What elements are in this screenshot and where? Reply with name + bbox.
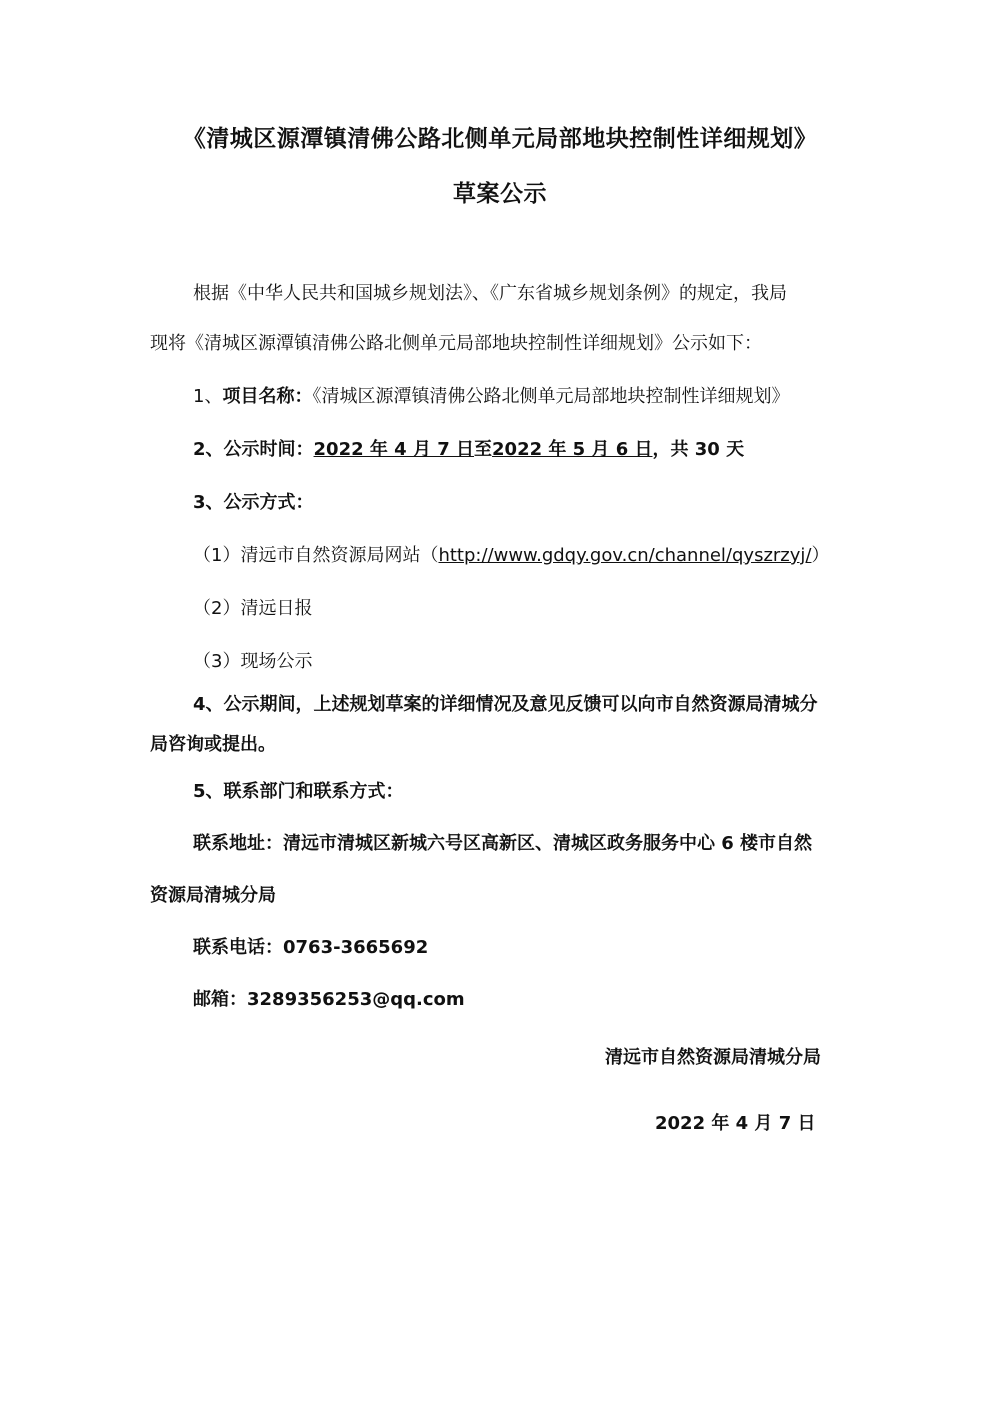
publicity-period-suffix: ，共 30 天	[652, 439, 745, 460]
publicity-end-date: 2022 年 5 月 6 日	[492, 439, 653, 460]
website-link[interactable]: http://www.gdqy.gov.cn/channel/qyszrzyj/	[438, 545, 812, 566]
signature-organization: 清远市自然资源局清城分局	[605, 1047, 821, 1068]
contact-phone: 联系电话：0763-3665692	[193, 937, 429, 958]
document-title: 《清城区源潭镇清佛公路北侧单元局部地块控制性详细规划》	[182, 126, 818, 152]
item-feedback-line-1: 4、公示期间，上述规划草案的详细情况及意见反馈可以向市自然资源局清城分	[193, 694, 818, 715]
item-publicity-methods-heading: 3、公示方式：	[193, 492, 314, 513]
method-website-suffix: ）	[811, 545, 830, 566]
contact-email: 邮箱：3289356253@qq.com	[193, 989, 465, 1010]
item-project-number: 1、	[193, 386, 223, 407]
item-project-label: 项目名称：	[222, 386, 313, 407]
publicity-start-date: 2022 年 4 月 7 日	[313, 439, 475, 460]
item-publicity-period	[193, 438, 744, 462]
publicity-method-newspaper: （2）清远日报	[193, 598, 313, 619]
publicity-method-onsite: （3）现场公示	[193, 651, 313, 672]
item-contact-heading: 5、联系部门和联系方式：	[193, 781, 404, 802]
contact-address-line-2: 资源局清城分局	[150, 885, 276, 906]
publicity-method-website	[193, 544, 829, 568]
document-subtitle: 草案公示	[453, 181, 547, 207]
publicity-to: 至	[474, 439, 493, 460]
contact-address-line-1: 联系地址：清远市清城区新城六号区高新区、清城区政务服务中心 6 楼市自然	[193, 833, 813, 854]
intro-paragraph-line-2: 现将《清城区源潭镇清佛公路北侧单元局部地块控制性详细规划》公示如下：	[150, 333, 762, 354]
item-project-value: 《清城区源潭镇清佛公路北侧单元局部地块控制性详细规划》	[312, 386, 790, 407]
publicity-period-prefix: 2、公示时间：	[193, 439, 314, 460]
method-website-prefix: （1）清远市自然资源局网站（	[193, 545, 439, 566]
signature-date: 2022 年 4 月 7 日	[655, 1113, 816, 1134]
intro-paragraph-line-1: 根据《中华人民共和国城乡规划法》、《广东省城乡规划条例》的规定，我局	[193, 283, 787, 304]
item-feedback-line-2: 局咨询或提出。	[150, 734, 276, 755]
item-project-name	[193, 385, 789, 409]
